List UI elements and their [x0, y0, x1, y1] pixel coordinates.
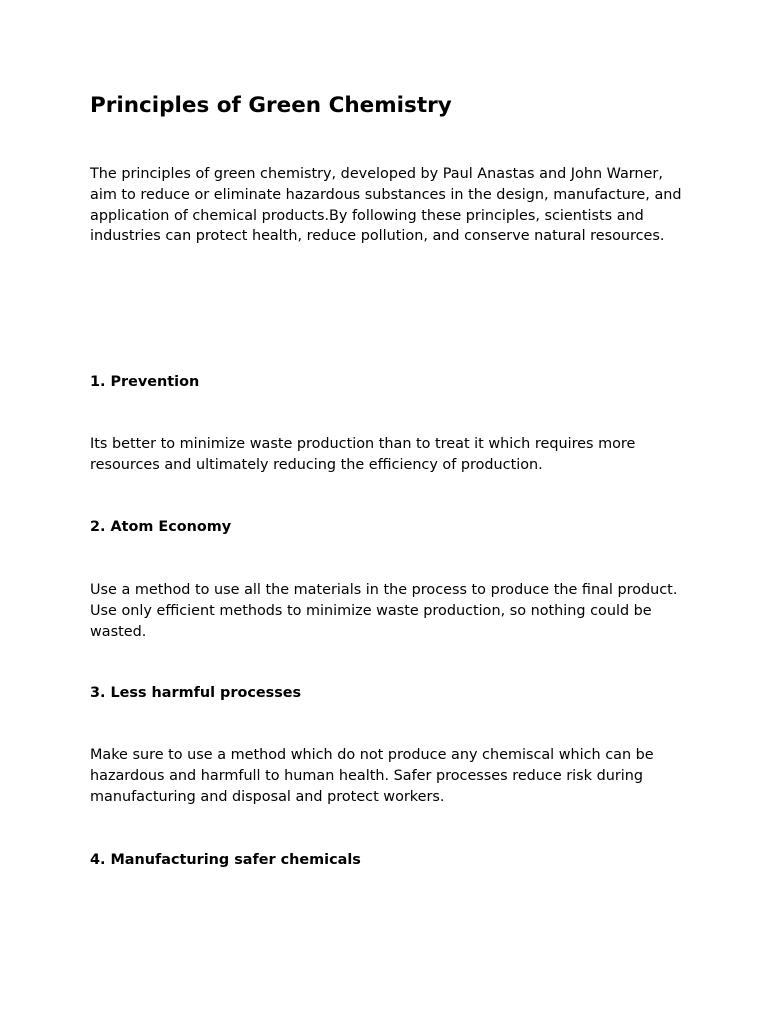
section-body-prevention: Its better to minimize waste production than to treat it which requires more resources and ultimately reducing the efficiency of production.: [90, 436, 636, 473]
intro-paragraph: The principles of green chemistry, developed by Paul Anastas and John Warner, aim to reduce or eliminate hazardous substances in the design, manufacture, and application of chemical products.By following these principles, scientists and industries can protect health, reduce pollution, and conserve natural resources.: [90, 166, 682, 245]
section-heading-less-harmful-processes: 3. Less harmful processes: [90, 685, 302, 701]
section-heading-prevention: 1. Prevention: [90, 374, 200, 390]
section-heading-atom-economy: 2. Atom Economy: [90, 519, 232, 535]
section-body-less-harmful-processes: Make sure to use a method which do not produce any chemiscal which can be hazardous and harmfull to human health. Safer processes reduce risk during manufacturing and disposal and protect workers.: [90, 747, 654, 805]
page-title: Principles of Green Chemistry: [90, 93, 452, 118]
section-heading-manufacturing-safer-chemicals: 4. Manufacturing safer chemicals: [90, 852, 361, 868]
section-body-atom-economy: Use a method to use all the materials in the process to produce the final product. Use only efficient methods to minimize waste production, so nothing could be wasted.: [90, 582, 678, 640]
